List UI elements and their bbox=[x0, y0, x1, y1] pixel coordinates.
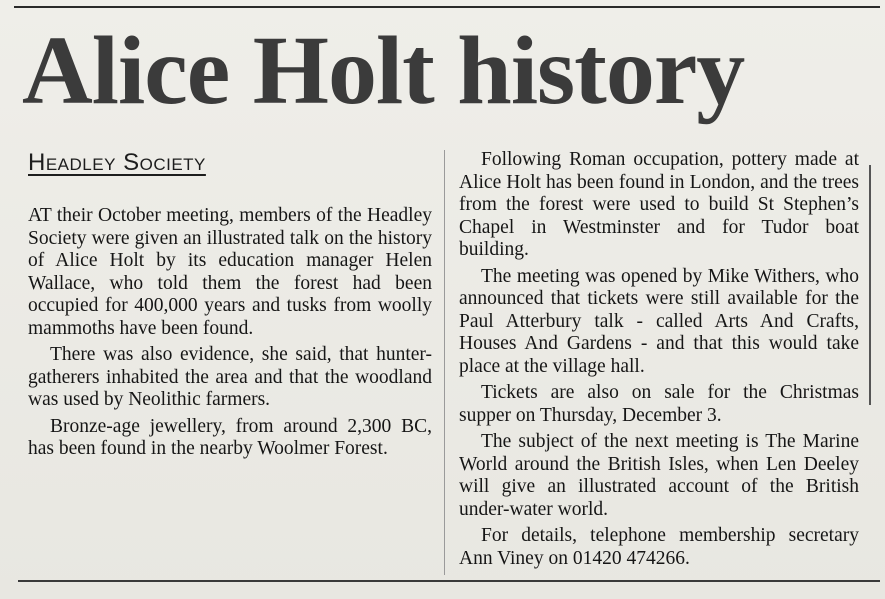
left-column bbox=[28, 205, 432, 465]
byline: Headley Society bbox=[28, 149, 206, 176]
paragraph: There was also evidence, she said, that hunter-gatherers inhabited the area and that the woodland was used by Neolithic farmers. bbox=[28, 344, 432, 410]
paragraph: Tickets are also on sale for the Christmas supper on Thursday, December 3. bbox=[459, 382, 859, 426]
headline: Alice Holt history bbox=[22, 17, 745, 125]
paragraph: The meeting was opened by Mike Withers, who announced that tickets were still available for the Paul Atterbury talk - called Arts And Crafts, Houses And Gardens - and that this would take place at the village hall. bbox=[459, 265, 859, 377]
paragraph: AT their October meeting, members of the Headley Society were given an illustrated talk on the history of Alice Holt by its education manager Helen Wallace, who told them the forest had been occupied for 400,000 years and tusks from woolly mammoths have been found. bbox=[28, 205, 432, 339]
column-divider bbox=[444, 150, 445, 575]
top-rule bbox=[14, 6, 880, 8]
right-column bbox=[459, 149, 859, 574]
bottom-rule bbox=[18, 580, 880, 582]
right-edge-rule bbox=[869, 165, 871, 405]
paragraph: For details, telephone membership secretary Ann Viney on 01420 474266. bbox=[459, 525, 859, 569]
paragraph: Following Roman occupation, pottery made at Alice Holt has been found in London, and the trees from the forest were used to build St Stephen’s Chapel in Westminster and for Tudor boat building. bbox=[459, 149, 859, 260]
paragraph: Bronze-age jewellery, from around 2,300 BC, has been found in the nearby Woolmer Forest. bbox=[28, 415, 432, 459]
paragraph: The subject of the next meeting is The Marine World around the British Isles, when Len Deeley will give an illustrated account of the British under-water world. bbox=[459, 431, 859, 520]
